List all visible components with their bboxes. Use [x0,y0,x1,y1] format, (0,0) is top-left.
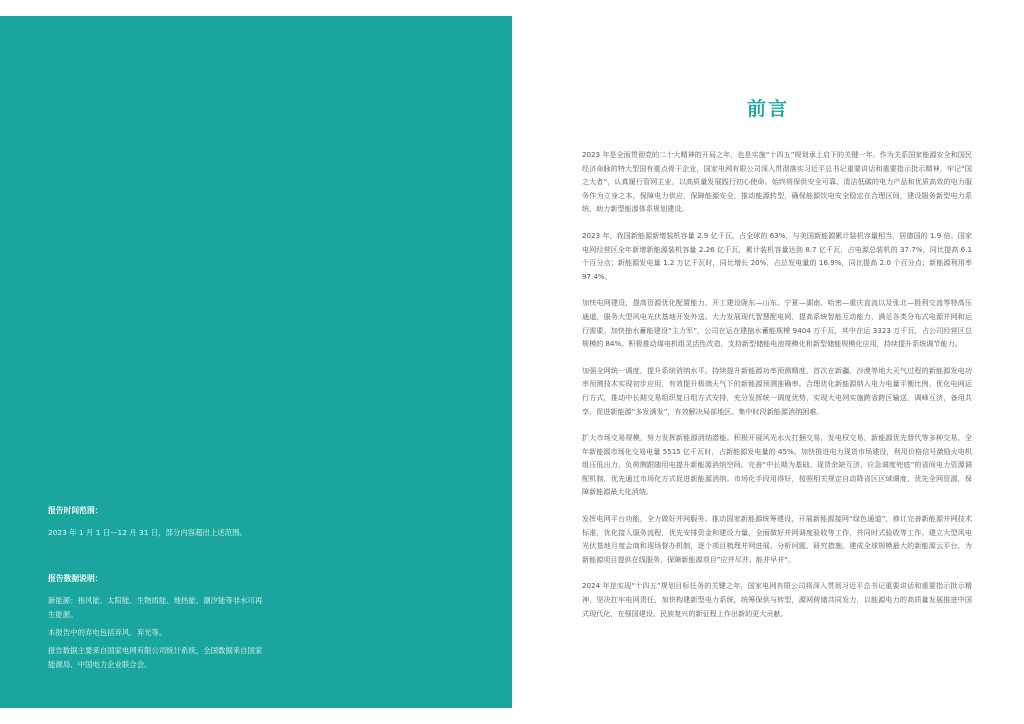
report-info [48,504,266,672]
preface-paragraph-2: 2023 年，我国新能源新增装机容量 2.9 亿千瓦，占全球的 63%，与美国新能源累计装机容量相当，居德国的 1.9 倍。国家电网经营区全年新增新能源装机容量 2.26 亿千瓦，累计装机容量达到 8.7 亿千瓦，占电源总装机的 37.7%，同比提高 6.1 个百分点；新能源发电量 1.2 万亿千瓦时，同比增长 20%，占总发电量的 16.9%，同比提高 2.0 个百分点；新能源利用率 97.4%。 [582,230,972,281]
preface-page [512,0,1024,724]
data-note-1: 新能源：指风能、太阳能、生物质能、地热能、潮汐能等非水可再生能源。 [48,596,263,619]
time-range-text: 2023 年 1 月 1 日—12 月 31 日，部分内容超出上述范围。 [48,528,247,537]
preface-paragraph-1: 2023 年是全面贯彻党的二十大精神的开局之年，也是实施“十四五”规划承上启下的关键一年。作为关系国家能源安全和国民经济命脉的特大型国有重点骨干企业，国家电网有限公司深入贯彻落实习近平总书记重要讲话和重要指示批示精神，牢记“国之大者”，认真履行管网主业，以高质量发展践行初心使命。始终将保供安全可靠、清洁低碳的电力产品和优质高效的电力服务作为立身之本，保障电力供应，保障能源安全，推动能源转型，确保能源饮电安全稳定在合理区间，建设服务新型电力系统，助力新型能源体系规划建设。 [582,150,972,214]
data-note-3: 报告数据主要来自国家电网有限公司统计系统，全国数据来自国家能源局、中国电力企业联合会。 [48,646,263,669]
page-title: 前言 [746,98,789,120]
preface-paragraph-3: 加快电网建设，提高资源优化配置能力。开工建设陇东—山东、宁夏—湖南、哈密—重庆直流以及张北—胜利交流等特高压通道，服务大型风电光伏基地开发外送。大力发展现代智慧配电网，提高系统智能互动能力，满足各类分布式电源并网和运行需要。加快抽水蓄能建设“主力军”，公司在运在建抽水蓄能规模 9404 万千瓦，其中在运 3323 万千瓦，占公司经营区总规模的 84%。积极推动煤电机组灵活性改造，支持新型储能电池规模化和新型储能规模化应用，持续提升系统调节能力。 [582,298,972,349]
preface-body [582,148,972,633]
preface-paragraph-6: 发挥电网平台功能，全力做好并网服务。推动国家新能源统筹建设，开展新能源接网“绿色通道”，修订完善新能源并网技术标准，优化接入服务流程，优先安排资金和建设力量，全面做好并网调度验收等工作，并同时式验收等工作。建立大型风电光伏基地月度会商和现场督办机制，逐个项目梳理并网进展、分析问题、研究措施。建成全球规模最大的新能源云平台，为新能源项目提供在线服务，保障新能源项目“应并尽并、能并早并”。 [582,514,972,564]
data-notes-heading: 报告数据说明： [48,574,103,583]
preface-paragraph-4: 加强全网统一调度，提升系统消纳水平。持续提升新能源功率预测精度，首次在新疆、沙漠等地大天气过程的新能源发电功率预测技术实现初步应用，有效提升极端天气下的新能源预测准确率。合理优化新能源纳入电力电量平衡比例，优化电网运行方式，推动中长期交易组织复日组方式安排，充分发挥统一调度优势，实现大电网实施跨省跨区输送，调峰互济，备用共享，促进新能源“多发满发”，有效解决局部地区、集中时段新能源消纳困难。 [582,365,972,416]
preface-paragraph-5: 扩大市场交易规模，努力发挥新能源消纳潜能。积极开展风光水火打捆交易，发电权交易，新能源优先替代等多种交易，全年新能源市场化交易电量 5515 亿千瓦时，占新能源发电量的 45%。加快推进电力现货市场建设，利用价格信号激励火电机组压低出力，负荷侧跟随用电提升新能源消纳空间。完善“中长期为基础、现货余缺互济、应急调度兜底”的省间电力资源调配机制，优先通过市场化方式促进新能源消纳。市场化手段用得好，按照相关规定自动降省区区域调度，优先全网资源，保障新能源最大化消纳。 [582,433,972,497]
preface-paragraph-7: 2024 年是实现“十四五”规划目标任务的关键之年，国家电网有限公司将深入贯彻习近平总书记重要讲话和重要指示批示精神，坚决扛牢电网责任，加快构建新型电力系统，统筹保供与转型，源网荷储共同发力，以能源电力的高质量发展推进中国式现代化，在强国建设、民族复兴的新征程上作出新的更大贡献。 [582,581,972,618]
time-range-heading: 报告时间范围： [48,506,103,515]
left-cover-panel [0,16,512,708]
data-note-2: 本报告中的弃电包括弃风、弃光等。 [48,628,167,637]
